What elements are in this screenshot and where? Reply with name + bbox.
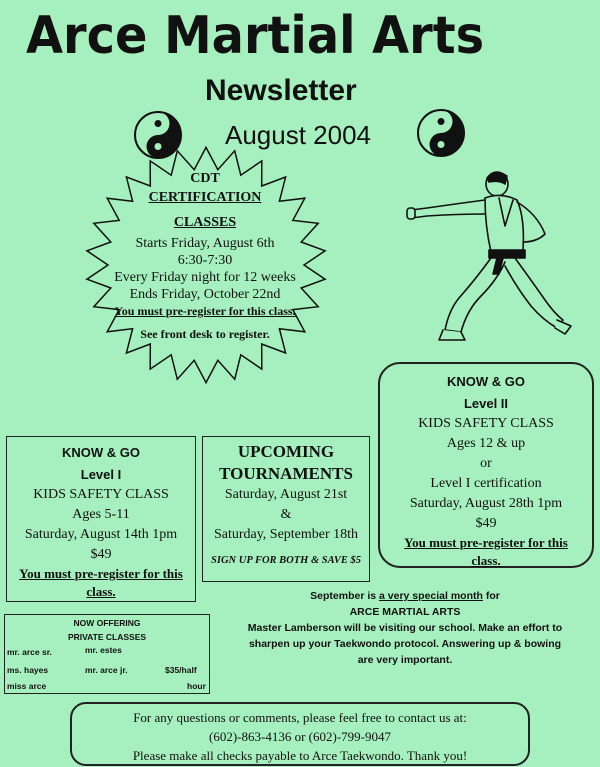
level1-class: KIDS SAFETY CLASS <box>33 487 169 502</box>
level1-box <box>6 436 196 602</box>
level2-prereg: You must pre-register for this class. <box>404 535 568 568</box>
cdt-heading: CDT <box>190 171 220 186</box>
cdt-heading: CLASSES <box>173 215 237 230</box>
cdt-frequency: Every Friday night for 12 weeks <box>114 270 296 285</box>
cdt-heading: CERTIFICATION <box>148 190 262 205</box>
level1-price: $49 <box>90 547 112 562</box>
level2-cert: Level I certification <box>430 476 542 491</box>
level2-date: Saturday, August 28th 1pm <box>409 496 563 511</box>
level1-ages: Ages 5-11 <box>72 507 130 522</box>
instructor-name: ms. hayes <box>7 665 49 675</box>
level2-level: Level II <box>463 396 509 411</box>
level2-price: $49 <box>475 516 497 531</box>
instructor-name: mr. estes <box>85 645 122 655</box>
martial-artist-figure <box>405 170 575 350</box>
september-line: September is a very special month for <box>310 590 500 602</box>
cdt-start: Starts Friday, August 6th <box>135 236 275 251</box>
contact-box <box>70 702 530 766</box>
tournaments-box <box>202 436 370 582</box>
level2-ages: Ages 12 & up <box>446 436 526 451</box>
september-line: ARCE MARTIAL ARTS <box>349 606 461 618</box>
level1-level: Level I <box>80 467 122 482</box>
private-price: hour <box>187 681 206 691</box>
contact-line: For any questions or comments, please feel free to contact us at: <box>133 710 467 725</box>
tournaments-title: TOURNAMENTS <box>219 464 353 483</box>
cdt-desk: See front desk to register. <box>140 327 270 341</box>
tournaments-title: UPCOMING <box>237 442 335 461</box>
level2-box <box>378 362 594 568</box>
level2-class: KIDS SAFETY CLASS <box>418 416 554 431</box>
private-title: NOW OFFERING <box>73 618 141 628</box>
level1-title: KNOW & GO <box>62 445 140 460</box>
cdt-section <box>80 170 330 343</box>
instructor-name: mr. arce sr. <box>7 647 52 657</box>
cdt-prereg: You must pre-register for this class. <box>114 304 296 318</box>
private-price: $35/half <box>165 665 197 675</box>
newsletter-date: August 2004 <box>225 120 372 150</box>
tournament-promo: SIGN UP FOR BOTH & SAVE $5 <box>211 555 361 566</box>
september-line: sharpen up your Taekwondo protocol. Answering up & bowing <box>248 638 562 650</box>
september-notice <box>214 588 596 668</box>
tournament-date: Saturday, August 21st <box>224 487 348 502</box>
contact-phone: (602)-863-4136 or (602)-799-9047 <box>209 729 391 744</box>
private-title: PRIVATE CLASSES <box>67 632 147 642</box>
level1-date: Saturday, August 14th 1pm <box>24 527 178 542</box>
level1-prereg: You must pre-register for this class. <box>19 566 183 599</box>
cdt-time: 6:30-7:30 <box>177 253 233 268</box>
yin-yang-icon <box>416 108 466 158</box>
tournament-date: Saturday, September 18th <box>213 527 359 542</box>
instructor-name: miss arce <box>7 681 47 691</box>
september-line: Master Lamberson will be visiting our school. Make an effort to <box>247 622 563 634</box>
instructor-name: mr. arce jr. <box>85 665 128 675</box>
newsletter-title: Arce Martial Arts <box>26 6 485 66</box>
private-classes-box <box>4 614 210 694</box>
contact-line: Please make all checks payable to Arce Taekwondo. Thank you! <box>132 748 468 763</box>
newsletter-subtitle: Newsletter <box>205 74 357 107</box>
level2-or: or <box>480 456 492 471</box>
september-line: are very important. <box>357 654 453 666</box>
cdt-end: Ends Friday, October 22nd <box>129 287 281 302</box>
tournament-amp: & <box>280 507 292 522</box>
level2-title: KNOW & GO <box>447 374 525 389</box>
